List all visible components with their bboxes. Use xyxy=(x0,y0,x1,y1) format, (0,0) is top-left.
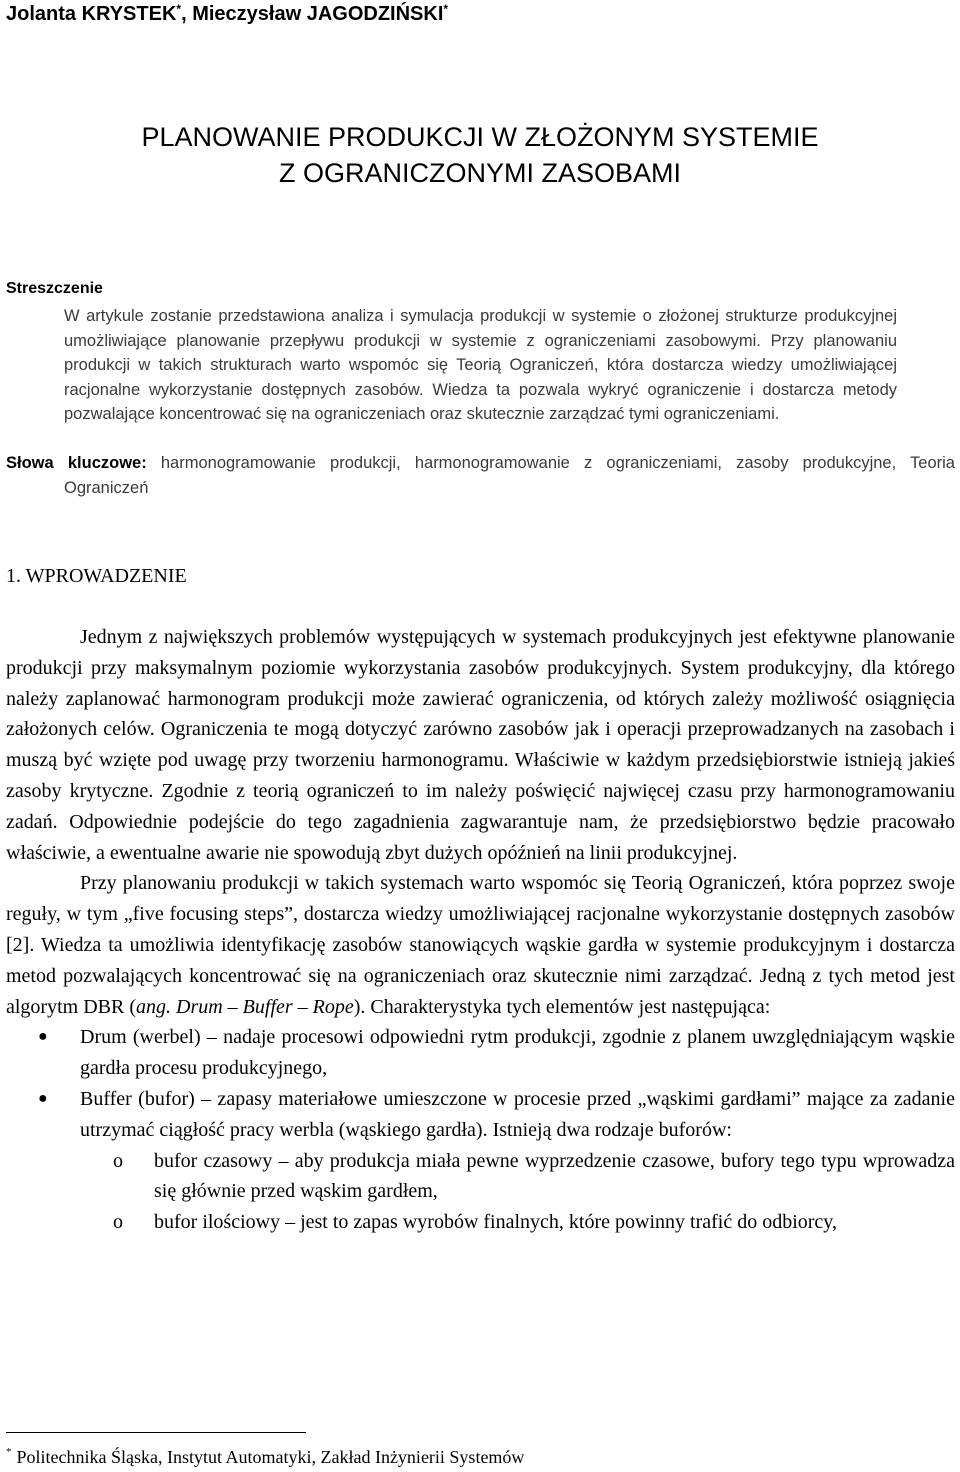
footnote-text: Politechnika Śląska, Instytut Automatyki, Zakład Inżynierii Systemów xyxy=(16,1447,525,1467)
abstract-heading: Streszczenie xyxy=(6,280,103,297)
author-separator: , xyxy=(181,3,193,25)
sub-bullet-item-text: bufor czasowy – aby produkcja miała pewne wyprzedzenie czasowe, bufory tego typu wprowadza się głównie przed wąskim gardłem, xyxy=(154,1149,955,1203)
sub-bullet-item-time-buffer xyxy=(80,1146,955,1208)
paragraph-2 xyxy=(6,868,955,1022)
paragraph-2-text-a: Przy planowaniu produkcji w takich systemach warto wspomóc się Teorią Ograniczeń, która poprzez swoje reguły, w tym „five focusing steps”, dostarcza wiedzy umożliwiającej racjonalne wykorzystanie dostępnych zasobów [2]. Wiedza ta umożliwia identyfikację zasobów stanowiących wąskie gardła w systemie produkcyjnym i dostarcza metod pozwalających koncentrować się na ograniczeniach oraz skutecznie nimi zarządzać. Jedną z tych metod jest algorytm DBR ( xyxy=(6,872,955,1018)
author-2-mark: * xyxy=(443,2,449,16)
paragraph-2-italic: ang. Drum – Buffer – Rope xyxy=(136,995,354,1018)
abstract-text: W artykule zostanie przedstawiona analiza i symulacja produkcji w systemie o złożonej strukturze produkcyjnej umożliwiające planowanie przepływu produkcji w systemie z ograniczeniami zasobowymi. Przy planowaniu produkcji w takich strukturach warto wspomóc się Teorią Ograniczeń, która dostarcza wiedzy umożliwiającej racjonalne wykorzystanie dostępnych zasobów. Wiedza ta pozwala wykryć ograniczenie i dostarcza metody pozwalające koncentrować się na ograniczeniach oraz skutecznie zarządzać tymi ograniczeniami. xyxy=(64,307,897,423)
author-1: Jolanta KRYSTEK xyxy=(6,3,177,25)
keywords-text: harmonogramowanie produkcji, harmonogramowanie z ograniczeniami, zasoby produkcyjne, Teoria Ograniczeń xyxy=(64,454,955,497)
footnote xyxy=(6,1445,524,1469)
footnote-divider xyxy=(6,1432,306,1433)
sub-bullet-item-text: bufor ilościowy – jest to zapas wyrobów finalnych, które powinny trafić do odbiorcy, xyxy=(154,1211,837,1234)
sub-bullet-marker: o xyxy=(113,1149,123,1172)
paragraph-1: Jednym z największych problemów występujących w systemach produkcyjnych jest efektywne planowanie produkcji przy maksymalnym poziomie wykorzystania zasobów produkcyjnych. System produkcyjny, dla którego należy zaplanować harmonogram produkcji może zawierać ograniczenia, od których zależy możliwość osiągnięcia założonych celów. Ograniczenia te mogą dotyczyć zarówno zasobów jak i operacji przeprowadzanych na zasobach i muszą być wzięte pod uwagę przy tworzeniu harmonogramu. Właściwie w każdym przedsiębiorstwie istnieją jakieś zasoby krytyczne. Zgodnie z teorią ograniczeń to im należy poświęcić najwięcej czasu przy harmonogramowaniu zadań. Odpowiednie podejście do tego zagadnienia zagwarantuje nam, że przedsiębiorstwo będzie pracowało właściwie, a ewentualne awarie nie spowodują zbyt dużych opóźnień na linii produkcyjnej. xyxy=(6,626,955,864)
section-heading: 1. WPROWADZENIE xyxy=(6,565,187,587)
keywords xyxy=(6,451,955,501)
title-line-1: PLANOWANIE PRODUKCJI W ZŁOŻONYM SYSTEMIE xyxy=(141,122,819,152)
sub-bullet-marker: o xyxy=(113,1211,123,1234)
footnote-mark: * xyxy=(6,1446,12,1458)
paragraph-2-text-b: ). Charakterystyka tych elementów jest następująca: xyxy=(353,995,771,1018)
bullet-item-drum xyxy=(6,1022,955,1084)
authors xyxy=(6,2,448,26)
bullet-list xyxy=(6,1022,955,1238)
sub-bullet-item-quantity-buffer xyxy=(80,1207,955,1238)
keywords-label: Słowa kluczowe: xyxy=(6,454,147,472)
body-text xyxy=(6,622,955,1238)
bullet-item-buffer xyxy=(6,1084,955,1238)
sub-bullet-list xyxy=(80,1146,955,1238)
bullet-item-text: Buffer (bufor) – zapasy materiałowe umieszczone w procesie przed „wąskimi gardłami” mające za zadanie utrzymać ciągłość pracy werbla (wąskiego gardła). Istnieją dwa rodzaje buforów: xyxy=(80,1087,955,1141)
bullet-item-text: Drum (werbel) – nadaje procesowi odpowiedni rytm produkcji, zgodnie z planem uwzględniającym wąskie gardła procesu produkcyjnego, xyxy=(80,1026,955,1080)
author-2: Mieczysław JAGODZIŃSKI xyxy=(192,3,444,25)
paper-title xyxy=(0,119,960,191)
author-1-mark: * xyxy=(176,2,182,16)
title-line-2: Z OGRANICZONYMI ZASOBAMI xyxy=(278,158,682,188)
